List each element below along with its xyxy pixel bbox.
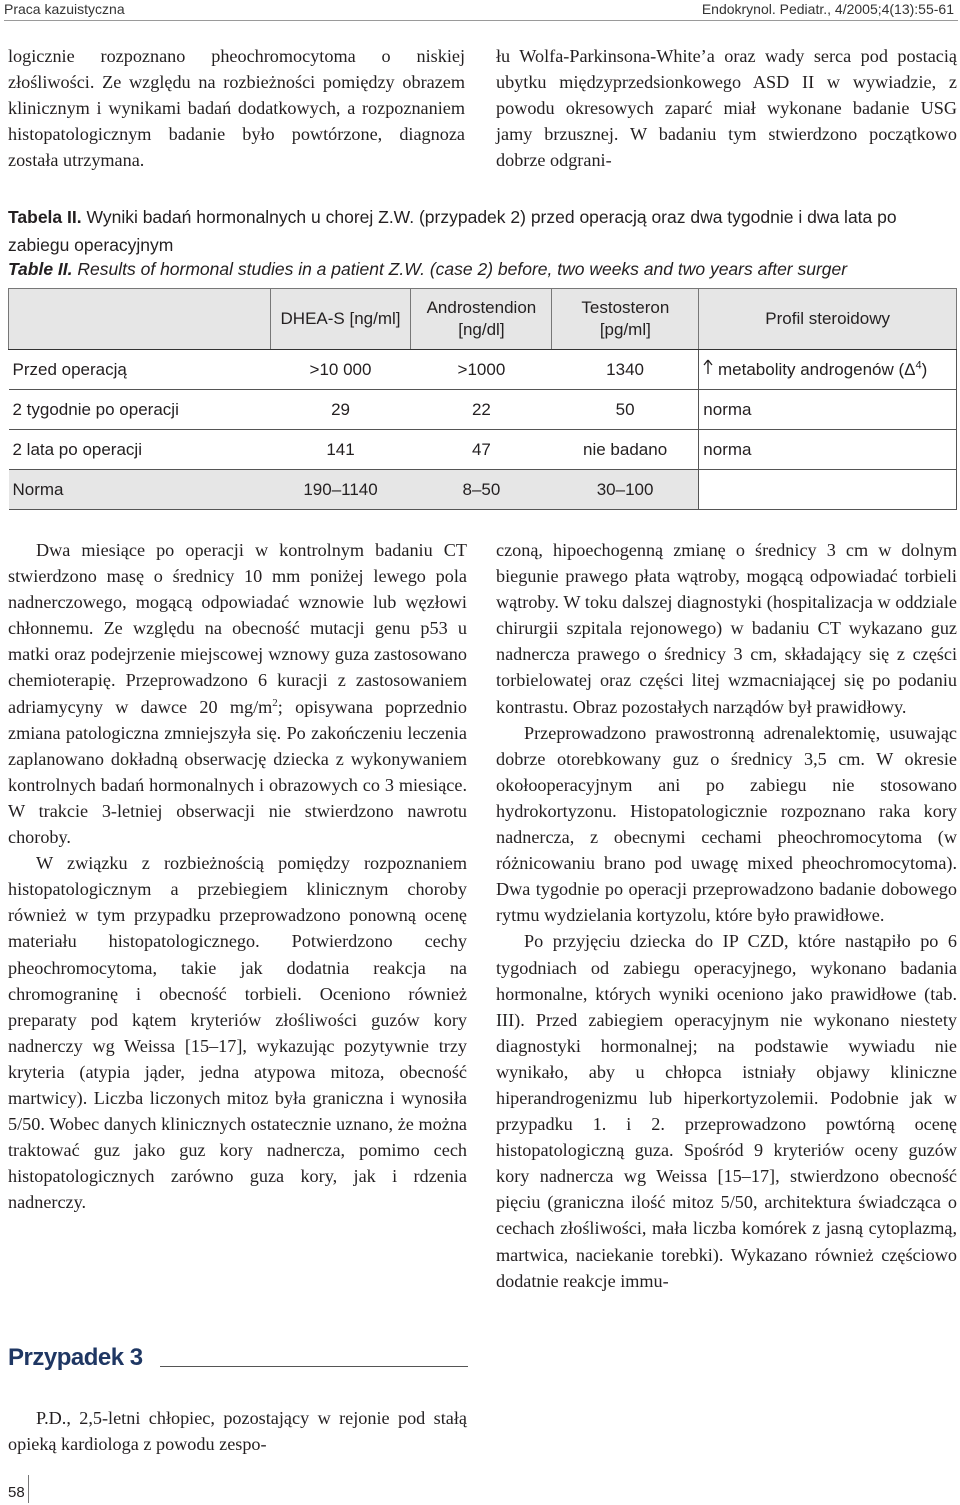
table-row [9, 430, 957, 470]
cell-testosteron: 50 [552, 390, 699, 430]
paragraph: Po przyjęciu dziecka do IP CZD, które nastąpiło po 6 tygodniach od zabiegu operacyjnego, wykonano badania hormonalne, których wyniki oceniono jako prawidłowe (tab. III). Przed zabiegiem operacyjnym nie wykonano niestety diagnostyki hormonalnej; na podstawie wywiadu nie wynikało, aby u chłopca istniały objawy kliniczne hiperandrogenizmu lub hiperkortyzolemii. Podobnie jak w przypadku 1. i 2. przeprowadzono powtórną ocenę histopatologiczną guza. Spośród 9 kryteriów oceny guzów kory nadnercza wg Weissa [15–17], stwierdzono obecność pięciu (graniczna ilość mitoz 5/50, architektura świadcząca o cechach złośliwości, mała liczba komórek z jasną cytoplazmą, martwica, naciekanie torebki). Wykazano również częściowo dodatnie reakcje immu- [496, 931, 957, 1291]
paragraph: Przeprowadzono prawostronną adrenalektomię, usuwając dobrze otorebkowany guz o średnicy 3,5 cm. W okresie okołooperacyjnym ani po zabiegu nie stosowano hydrokortyzonu. Histopatologicznie rozpoznano raka kory nadnercza, z obecnymi cechami pheochromocytoma (w różnicowaniu brano pod uwagę mixed pheochromocytoma). Dwa tygodnie po operacji przeprowadzono badanie dobowego rytmu wydzielania kortyzolu, które było prawidłowe. [496, 722, 957, 926]
paragraph: logicznie rozpoznano pheochromocytoma o niskiej złośliwości. Ze względu na rozbieżności pomiędzy obrazem klinicznym i wynikami badań dodatkowych, a rozpoznaniem histopatologicznym badanie było powtórzone, diagnoza została utrzymana. [8, 46, 465, 171]
profil-text: metabolity androgenów (Δ [718, 360, 916, 379]
superscript: 2 [272, 696, 278, 709]
top-left-column [8, 43, 465, 173]
row-label: 2 tygodnie po operacji [9, 390, 271, 430]
case3-column [8, 1405, 467, 1457]
table-caption-pl [8, 203, 958, 259]
cell-androstendion: >1000 [411, 350, 552, 390]
caption-text: Results of hormonal studies in a patient Z.W. (case 2) before, two weeks and two years after surger [77, 259, 848, 279]
running-header [0, 0, 960, 20]
paragraph: W związku z rozbieżnością pomiędzy rozpoznaniem histopatologicznym a przebiegiem klinicznym choroby również w tym przypadku przeprowadzono ponowną ocenę materiału histopatologicznego. Potwierdzono cechy pheochromocytoma, takie jak dodatnia reakcja na chromograninę i obecność torbieli. Oceniono również preparaty pod kątem kryteriów złośliwości guzów kory nadnerczy wg Weissa [15–17], wykazując pozytywnie trzy kryteria (atypia jąder, jedna atypowa mitoza, obecność martwicy). Liczba liczonych mitoz była graniczna i wynosiła 5/50. Wobec danych klinicznych ostatecznie uznano, że można traktować guz jako guz kory nadnercza, pomimo cech histopatologicznych zarówno guza kory, jak i rdzenia nadnerczy. [8, 853, 467, 1213]
table-caption-en [8, 255, 958, 283]
header-testosteron: Testosteron [pg/ml] [552, 289, 699, 350]
table-row [9, 390, 957, 430]
body-right-column [496, 537, 957, 1294]
row-label: 2 lata po operacji [9, 430, 271, 470]
table-row [9, 470, 957, 510]
header-citation: Endokrynol. Pediatr., 4/2005;4(13):55-61 [701, 1, 954, 17]
table-header-row [9, 289, 957, 350]
cell-profil: norma [699, 390, 957, 430]
top-right-column [496, 43, 957, 173]
arrow-up-icon [703, 359, 713, 380]
page-number: 58 [8, 1484, 25, 1501]
header-cell-empty [9, 289, 271, 350]
cell-androstendion: 22 [411, 390, 552, 430]
header-dhea: DHEA-S [ng/ml] [270, 289, 411, 350]
caption-label: Table II. [8, 259, 73, 279]
body-left-column [8, 537, 467, 1215]
hormone-results-table [8, 288, 957, 510]
section-title: Przypadek 3 [8, 1344, 143, 1371]
header-profil: Profil steroidowy [699, 289, 957, 350]
profil-text-end: ) [921, 360, 928, 379]
section-heading [8, 1344, 468, 1376]
paragraph [8, 537, 467, 850]
cell-androstendion: 8–50 [411, 470, 552, 510]
cell-dhea: 141 [270, 430, 411, 470]
cell-testosteron: 30–100 [552, 470, 699, 510]
paragraph: P.D., 2,5-letni chłopiec, pozostający w rejonie pod stałą opieką kardiologa z powodu zespo- [8, 1408, 467, 1455]
header-androstendion: Androstendion [ng/dl] [411, 289, 552, 350]
paragraph: łu Wolfa-Parkinsona-White’a oraz wady serca pod postacią ubytku międzyprzedsionkowego ASD II w wywiadzie, z powodu okresowych zaparć miał wykonane badanie USG jamy brzusznej. W badaniu tym stwierdzono początkowo dobrze odgrani- [496, 46, 957, 171]
cell-testosteron: nie badano [552, 430, 699, 470]
table-row [9, 350, 957, 390]
section-rule [160, 1366, 468, 1367]
paragraph-text: Dwa miesiące po operacji w kontrolnym badaniu CT stwierdzono masę o średnicy 10 mm poniżej lewego pola nadnerczowego, mogącą odpowiadać wznowie lub węzłowi chłonnemu. Ze względu na obecność mutacji genu p53 u matki oraz podejrzenie miejscowej wznowy guza zastosowano chemioterapię. Przeprowadzono 6 kuracji z zastosowaniem adriamycyny w dawce 20 mg/m [8, 540, 467, 717]
paragraph-text-end: ; opisywana poprzednio zmiana patologiczna zmniejszyła się. Po zakończeniu leczenia zaplanowano dokładną obserwację dziecka z wykonywaniem kontrolnych badań hormonalnych i obrazowych co 3 miesiące. W trakcie 3-letniej obserwacji nie stwierdzono nawrotu choroby. [8, 696, 467, 848]
cell-profil: norma [699, 430, 957, 470]
caption-label: Tabela II. [8, 207, 82, 227]
cell-dhea: 190–1140 [270, 470, 411, 510]
profil-superscript: 4 [915, 359, 922, 372]
header-section-label: Praca kazuistyczna [4, 1, 125, 17]
paragraph: czoną, hipoechogenną zmianę o średnicy 3 cm w dolnym biegunie prawego płata wątroby, mogącą odpowiadać torbieli wątroby. W toku dalszej diagnostyki (hospitalizacja w oddziale chirurgii szpitala rejonowego) w badaniu CT wykazano guz nadnercza prawego o średnicy 3 cm, składający się z części torbielowatej oraz części litej wzmacniającej się po podaniu kontrastu. Obraz pozostałych narządów był prawidłowy. [496, 540, 957, 717]
cell-androstendion: 47 [411, 430, 552, 470]
cell-dhea: 29 [270, 390, 411, 430]
row-label: Przed operacją [9, 350, 271, 390]
cell-profil [699, 350, 957, 390]
header-rule [4, 20, 958, 21]
cell-testosteron: 1340 [552, 350, 699, 390]
caption-text: Wyniki badań hormonalnych u chorej Z.W. (przypadek 2) przed operacją oraz dwa tygodnie i dwa lata po zabiegu operacyjnym [8, 207, 897, 255]
cell-profil [699, 470, 957, 510]
row-label: Norma [9, 470, 271, 510]
page-number-rule [28, 1475, 29, 1503]
cell-dhea: >10 000 [270, 350, 411, 390]
